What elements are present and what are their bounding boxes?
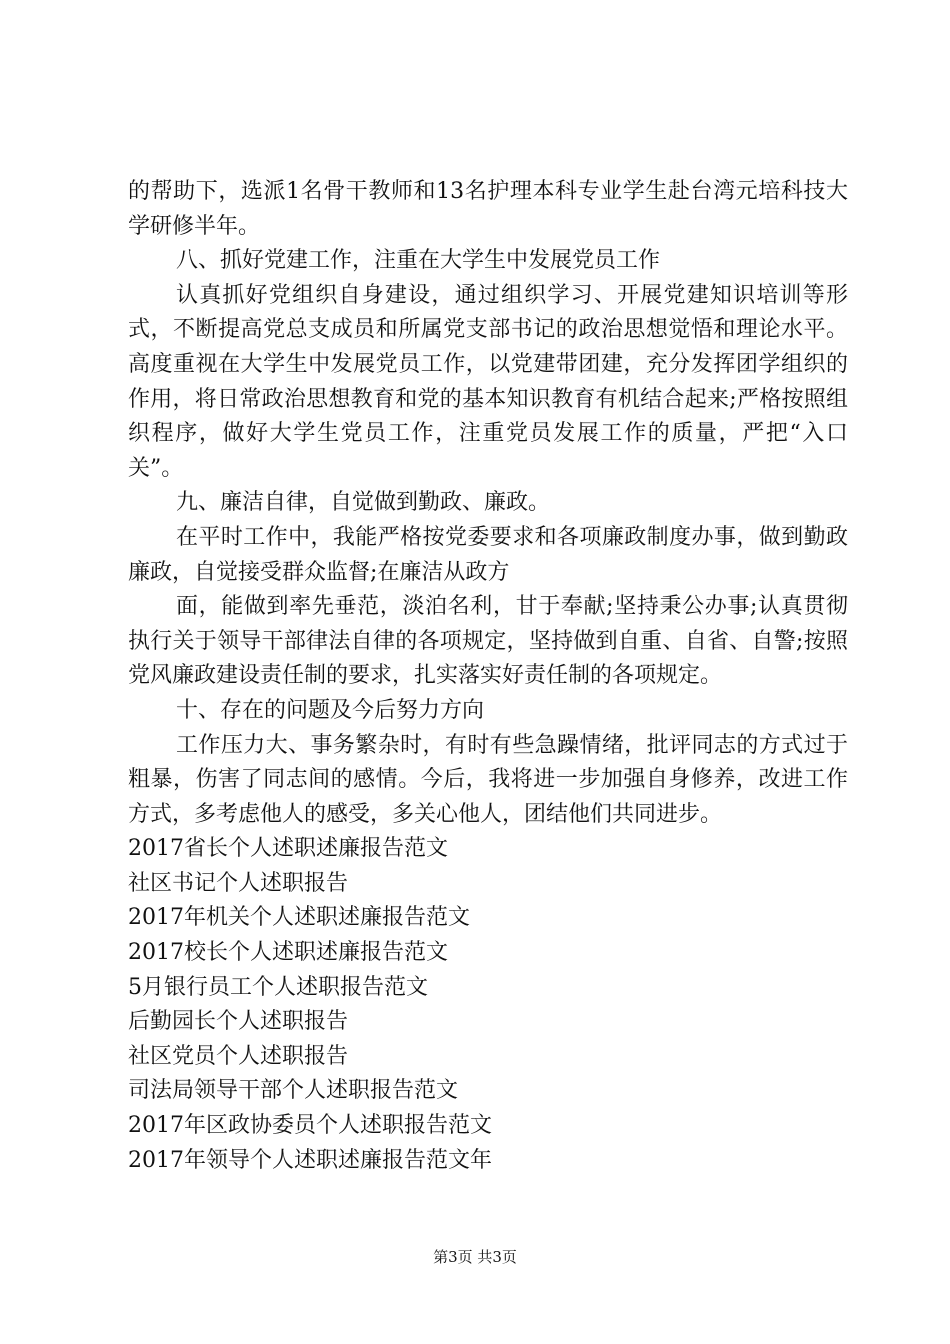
related-link[interactable]: 司法局领导干部个人述职报告范文 (128, 1078, 459, 1104)
related-link[interactable]: 2017校长个人述职述廉报告范文 (128, 940, 448, 966)
document-body (128, 175, 848, 1178)
section-heading-10: 十、存在的问题及今后努力方向 (176, 697, 485, 723)
related-link[interactable]: 2017省长个人述职述廉报告范文 (128, 836, 448, 862)
related-link[interactable]: 后勤园长个人述职报告 (128, 1009, 349, 1035)
related-links-list (128, 832, 848, 1178)
related-link[interactable]: 社区书记个人述职报告 (128, 870, 349, 896)
related-link[interactable]: 2017年区政协委员个人述职报告范文 (128, 1113, 492, 1139)
paragraph-problems: 工作压力大、事务繁杂时，有时有些急躁情绪，批评同志的方式过于粗暴，伤害了同志间的感情。今后，我将进一步加强自身修养，改进工作方式，多考虑他人的感受，多关心他人，团结他们共同进步。 (128, 732, 848, 827)
page-number-footer: 第3页 共3页 (433, 1248, 517, 1266)
paragraph-party-building: 认真抓好党组织自身建设，通过组织学习、开展党建知识培训等形式，不断提高党总支成员和所属党支部书记的政治思想觉悟和理论水平。高度重视在大学生中发展党员工作，以党建带团建，充分发挥团学组织的作用，将日常政治思想教育和党的基本知识教育有机结合起来;严格按照组织程序，做好大学生党员工作，注重党员发展工作的质量，严把“入口关”。 (128, 282, 848, 481)
related-link[interactable]: 2017年机关个人述职述廉报告范文 (128, 905, 470, 931)
paragraph-integrity-part1: 在平时工作中，我能严格按党委要求和各项廉政制度办事，做到勤政廉政，自觉接受群众监督;在廉洁从政方 (128, 524, 848, 585)
related-link[interactable]: 5月银行员工个人述职报告范文 (128, 974, 428, 1000)
section-heading-8: 八、抓好党建工作，注重在大学生中发展党员工作 (176, 248, 661, 274)
paragraph-integrity-part2: 面，能做到率先垂范，淡泊名利，甘于奉献;坚持秉公办事;认真贯彻执行关于领导干部律法自律的各项规定，坚持做到自重、自省、自警;按照党风廉政建设责任制的要求，扎实落实好责任制的各项规定。 (128, 594, 848, 689)
section-heading-9: 九、廉洁自律，自觉做到勤政、廉政。 (176, 490, 551, 516)
related-link[interactable]: 社区党员个人述职报告 (128, 1043, 349, 1069)
paragraph-continuation: 的帮助下，选派1名骨干教师和13名护理本科专业学生赴台湾元培科技大学研修半年。 (128, 179, 848, 239)
related-link[interactable]: 2017年领导个人述职述廉报告范文年 (128, 1147, 492, 1173)
